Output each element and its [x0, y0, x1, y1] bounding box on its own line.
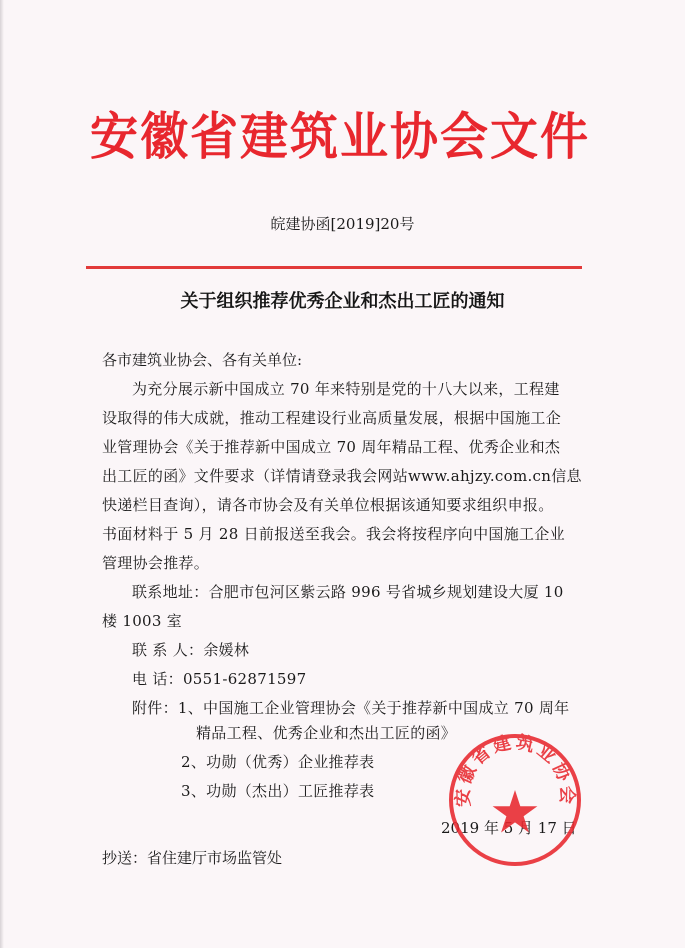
body-line-4-suffix: 信息: [551, 467, 582, 485]
attachment-line-2: 精品工程、优秀企业和杰出工匠的函》: [196, 724, 457, 742]
body-line-6: 书面材料于 5 月 28 日前报送至我会。我会将按程序向中国施工企业: [102, 525, 565, 543]
salutation: 各市建筑业协会、各有关单位:: [102, 351, 303, 369]
attachment-line-1: 附件：1、中国施工企业管理协会《关于推荐新中国成立 70 周年: [132, 699, 570, 717]
body-line-1: 为充分展示新中国成立 70 年来特别是党的十八大以来，工程建: [132, 380, 560, 398]
body-line-4-text: 出工匠的函》文件要求（详情请登录我会网站: [102, 467, 409, 485]
cc-line: 抄送：省住建厅市场监管处: [102, 849, 283, 867]
contact-phone: 电 话：0551-62871597: [132, 670, 307, 688]
svg-text:安徽省建筑业协会: 安徽省建筑业协会: [452, 731, 578, 808]
seal-star-icon: [493, 790, 538, 833]
body-line-4: [102, 465, 582, 486]
issue-date: 2019 年 5 月 17 日: [441, 819, 577, 837]
body-line-2: 设取得的伟大成就，推动工程建设行业高质量发展，根据中国施工企: [102, 409, 562, 427]
red-divider-line: [86, 266, 582, 269]
attachment-line-4: 3、功勋（杰出）工匠推荐表: [181, 782, 375, 800]
attachment-line-3: 2、功勋（优秀）企业推荐表: [181, 753, 375, 771]
body-line-3: 业管理协会《关于推荐新中国成立 70 周年精品工程、优秀企业和杰: [102, 438, 561, 456]
scan-edge: [0, 0, 4, 948]
org-header-title: 安徽省建筑业协会文件: [89, 107, 590, 167]
notice-title: 关于组织推荐优秀企业和杰出工匠的通知: [180, 291, 505, 312]
contact-person: 联 系 人：余媛林: [132, 641, 250, 659]
body-line-5: 快递栏目查询），请各市协会及有关单位根据该通知要求组织申报。: [102, 496, 554, 514]
website-link[interactable]: www.ahjzy.com.cn: [408, 467, 552, 485]
document-number: 皖建协函[2019]20号: [270, 215, 415, 233]
contact-address-line-2: 楼 1003 室: [102, 612, 183, 630]
official-seal-stamp: [445, 730, 585, 870]
body-line-7: 管理协会推荐。: [102, 554, 210, 572]
contact-address-line-1: 联系地址：合肥市包河区紫云路 996 号省城乡规划建设大厦 10: [132, 583, 564, 601]
